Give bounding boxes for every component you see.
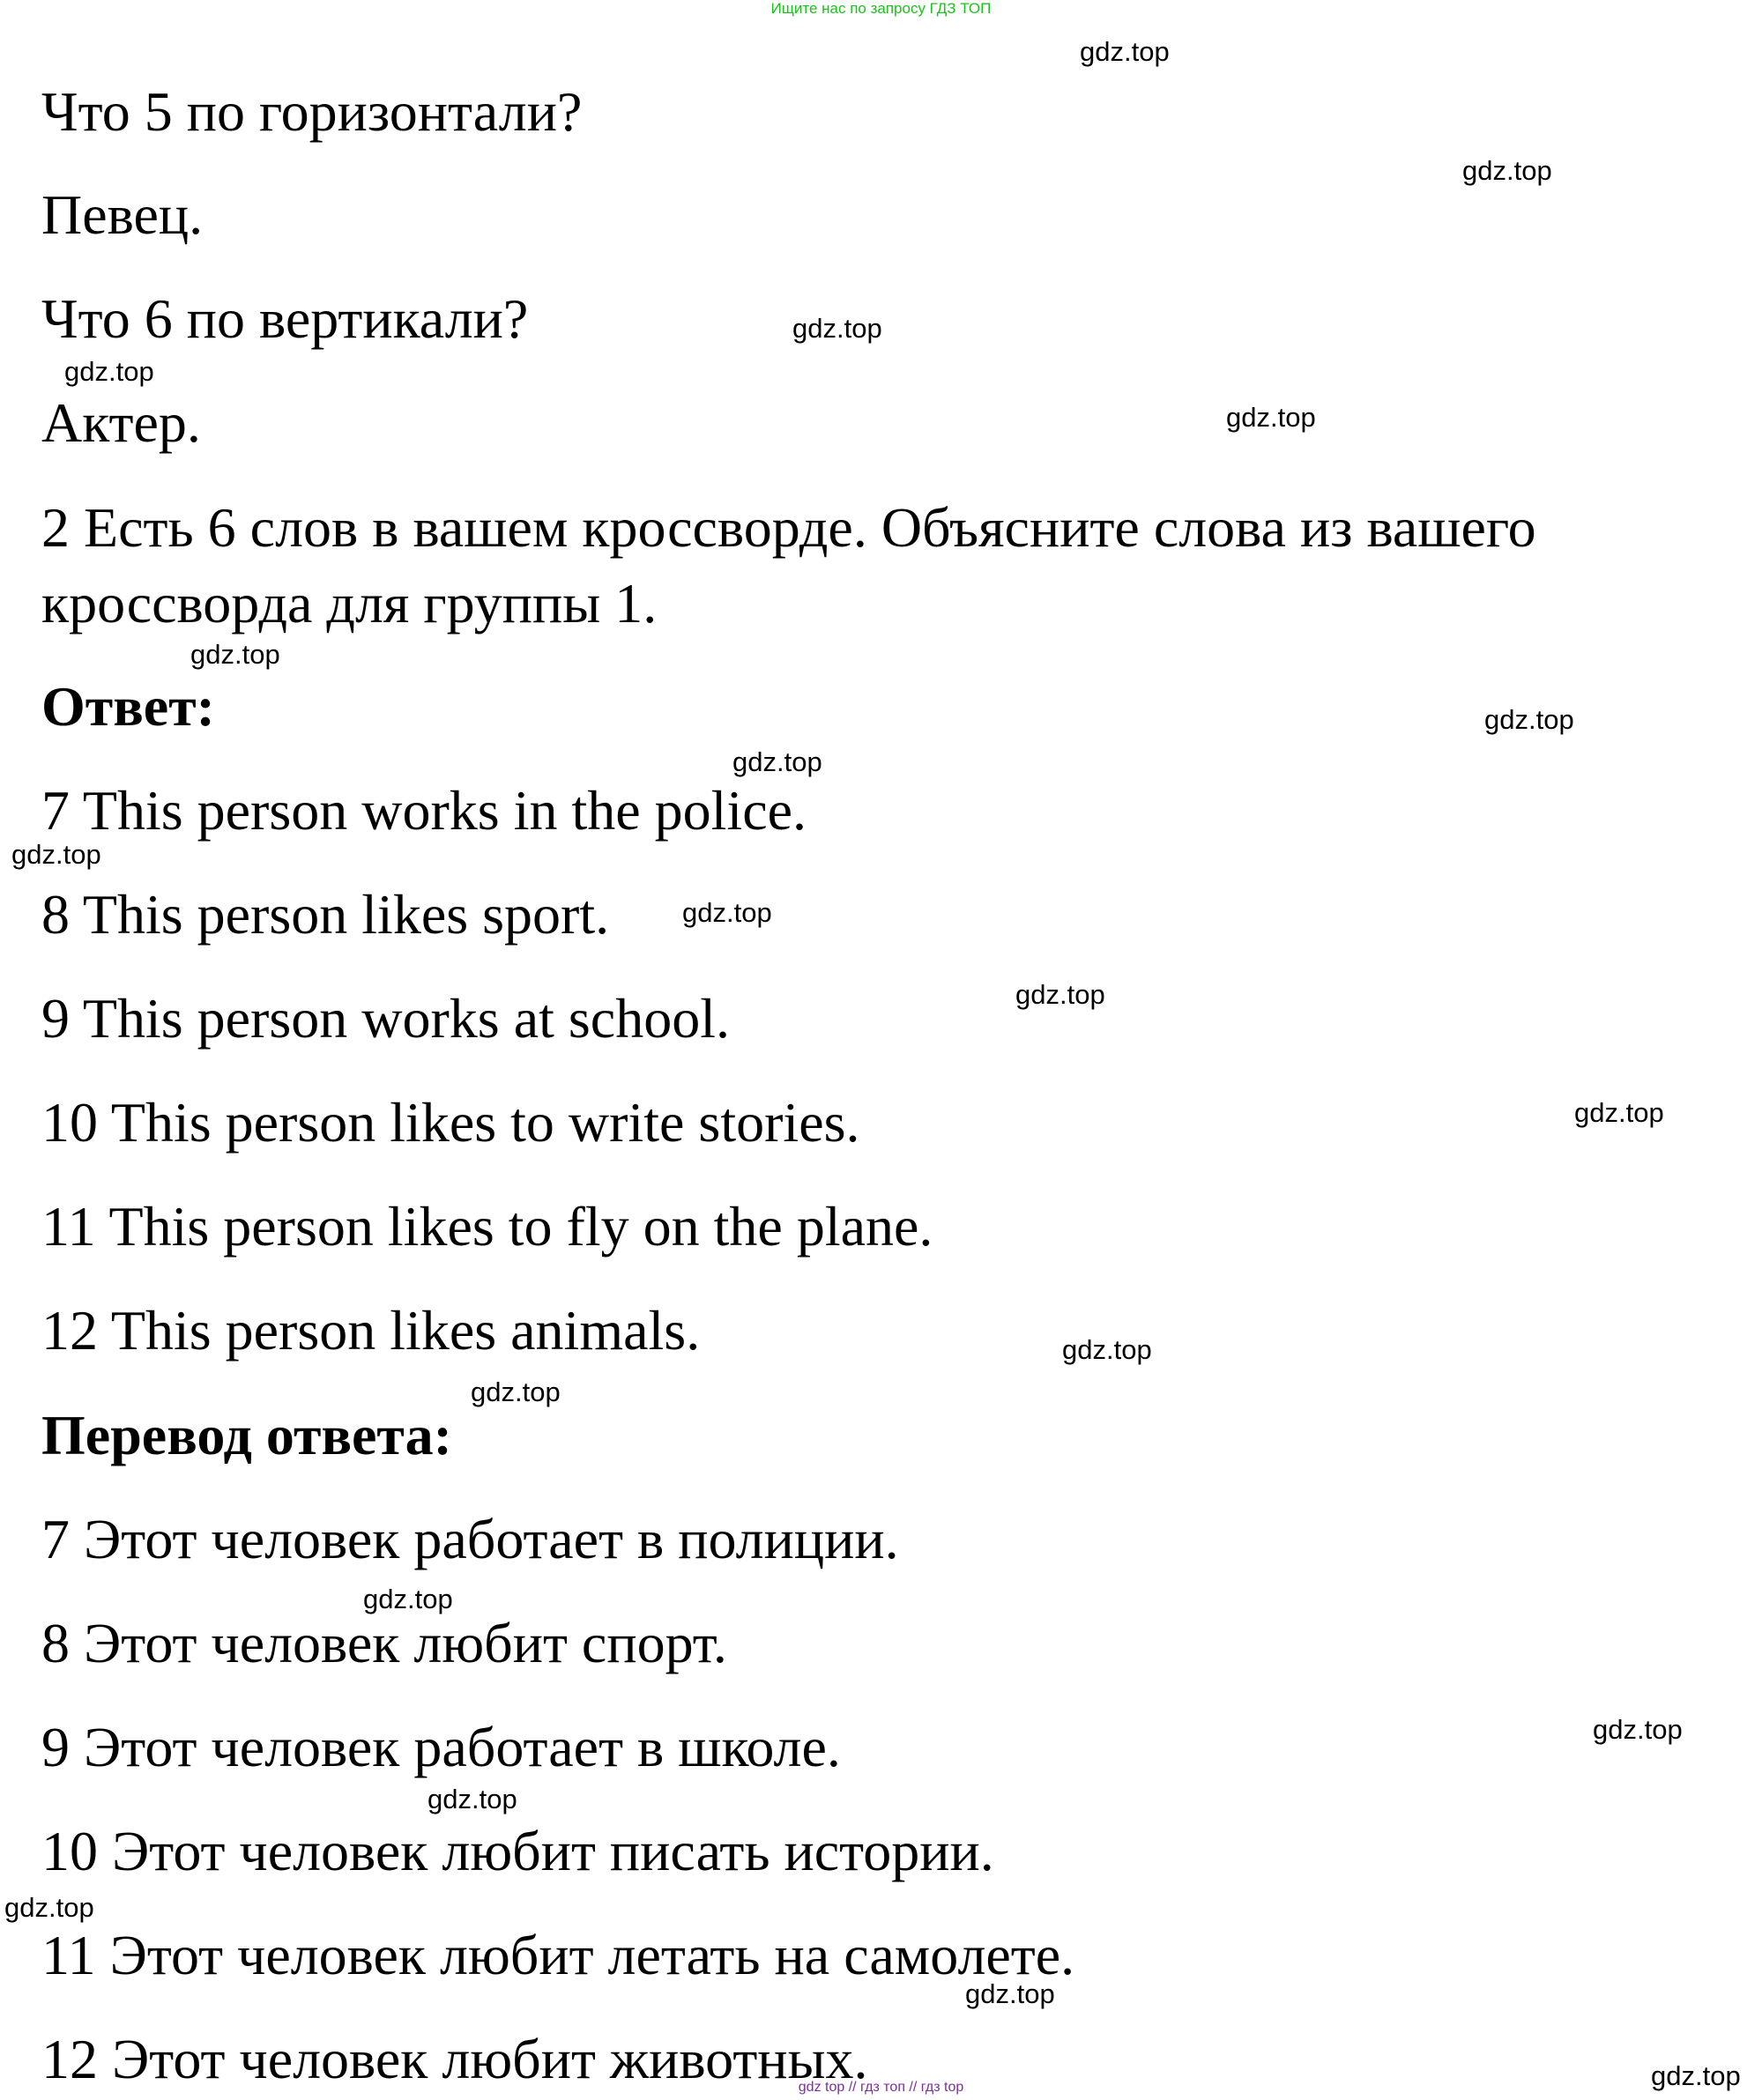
top-banner: Ищите нас по запросу ГДЗ ТОП (770, 0, 992, 17)
footer-banner: gdz top // гдз топ // гдз top (798, 2080, 964, 2095)
task-line: кроссворда для группы 1. (41, 572, 658, 634)
translation-item: 12 Этот человек любит животных. (41, 2028, 868, 2090)
watermark: gdz.top (1062, 1334, 1152, 1365)
translation-heading: Перевод ответа: (41, 1404, 452, 1466)
watermark: gdz.top (1226, 402, 1316, 433)
watermark: gdz.top (1484, 704, 1574, 735)
translation-item: 8 Этот человек любит спорт. (41, 1612, 727, 1674)
answer-item: 11 This person likes to fly on the plane. (41, 1195, 933, 1258)
watermark: gdz.top (682, 897, 772, 928)
answer-item: 9 This person works at school. (41, 987, 730, 1050)
watermark: gdz.top (363, 1584, 453, 1614)
watermark: gdz.top (732, 746, 822, 777)
question-line: Что 5 по горизонтали? (41, 80, 583, 143)
question-line: Что 6 по вертикали? (41, 287, 529, 350)
task-line: 2 Есть 6 слов в вашем кроссворде. Объясните слова из вашего (41, 496, 1536, 559)
watermark: gdz.top (427, 1784, 517, 1814)
answer-item: 10 This person likes to write stories. (41, 1091, 860, 1154)
answer-item: 12 This person likes animals. (41, 1299, 701, 1362)
translation-item: 11 Этот человек любит летать на самолете. (41, 1924, 1075, 1986)
translation-item: 10 Этот человек любит писать истории. (41, 1820, 994, 1882)
watermark: gdz.top (1080, 36, 1170, 67)
watermark: gdz.top (1651, 2060, 1741, 2091)
watermark: gdz.top (1574, 1097, 1664, 1128)
answer-item: 8 This person likes sport. (41, 883, 610, 946)
watermark: gdz.top (792, 313, 882, 344)
question-line: Певец. (41, 183, 204, 246)
watermark: gdz.top (4, 1892, 94, 1923)
watermark: gdz.top (1462, 155, 1552, 186)
translation-item: 9 Этот человек работает в школе. (41, 1716, 841, 1778)
answer-heading: Ответ: (41, 675, 215, 738)
watermark: gdz.top (190, 639, 280, 670)
watermark: gdz.top (965, 1978, 1055, 2009)
watermark: gdz.top (11, 839, 101, 870)
translation-item: 7 Этот человек работает в полиции. (41, 1508, 899, 1570)
question-line: Актер. (41, 391, 201, 454)
watermark: gdz.top (1593, 1714, 1683, 1745)
answer-item: 7 This person works in the police. (41, 779, 807, 842)
watermark: gdz.top (471, 1377, 561, 1407)
watermark: gdz.top (1015, 979, 1105, 1010)
watermark: gdz.top (64, 356, 154, 387)
